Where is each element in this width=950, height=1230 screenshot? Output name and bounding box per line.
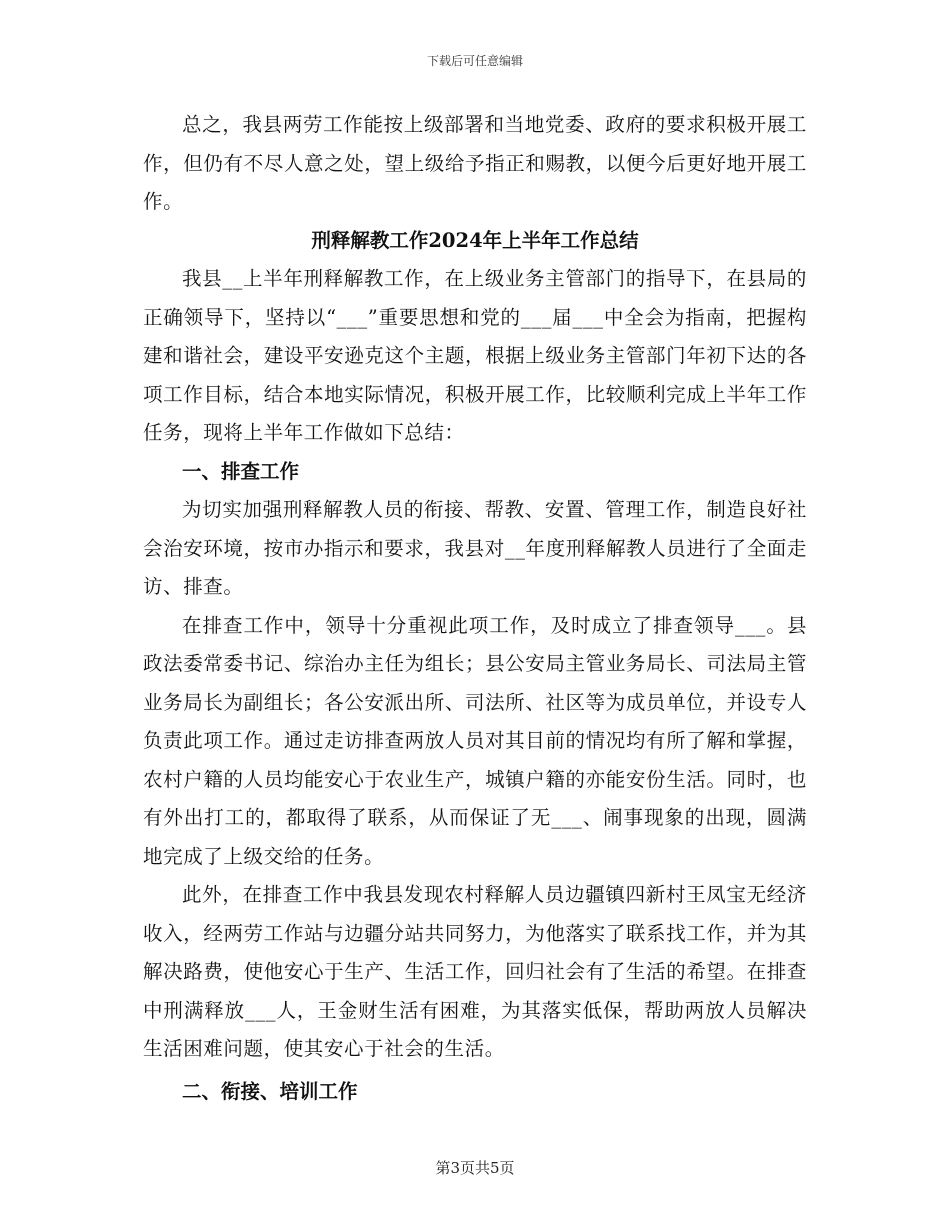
document-body bbox=[143, 106, 807, 1111]
document-title: 刑释解教工作2024年上半年工作总结 bbox=[311, 228, 639, 252]
page-header-note: 下载后可任意编辑 bbox=[426, 54, 523, 68]
section-heading-training: 二、衔接、培训工作 bbox=[182, 1079, 358, 1103]
section-heading-screening: 一、排查工作 bbox=[182, 459, 300, 483]
page-number: 第3页共5页 bbox=[435, 1159, 515, 1177]
intro-paragraph: 总之，我县两劳工作能按上级部署和当地党委、政府的要求积极开展工作，但仍有不尽人意之处，望上级给予指正和赐教，以便今后更好地开展工作。 bbox=[143, 113, 807, 213]
screening-paragraph-3: 此外，在排查工作中我县发现农村释解人员边疆镇四新村王凤宝无经济收入，经两劳工作站与边疆分站共同努力，为他落实了联系找工作，并为其解决路费，使他安心于生产、生活工作，回归社会有了生活的希望。在排查中刑满释放___人，王金财生活有困难，为其落实低保，帮助两放人员解决生活困难问题，使其安心于社会的生活。 bbox=[143, 883, 807, 1060]
opening-paragraph: 我县__上半年刑释解教工作，在上级业务主管部门的指导下，在县局的正确领导下，坚持以“___”重要思想和党的___届___中全会为指南，把握构建和谐社会，建设平安逊克这个主题，根据上级业务主管部门年初下达的各项工作目标，结合本地实际情况，积极开展工作，比较顺利完成上半年工作任务，现将上半年工作做如下总结： bbox=[143, 267, 807, 444]
screening-paragraph-1: 为切实加强刑释解教人员的衔接、帮教、安置、管理工作，制造良好社会治安环境，按市办指示和要求，我县对__年度刑释解教人员进行了全面走访、排查。 bbox=[143, 498, 807, 598]
screening-paragraph-2: 在排查工作中，领导十分重视此项工作，及时成立了排查领导___。县政法委常委书记、综治办主任为组长；县公安局主管业务局长、司法局主管业务局长为副组长；各公安派出所、司法所、社区等为成员单位，并设专人负责此项工作。通过走访排查两放人员对其目前的情况均有所了解和掌握，农村户籍的人员均能安心于农业生产，城镇户籍的亦能安份生活。同时，也有外出打工的，都取得了联系，从而保证了无___、闹事现象的出现，圆满地完成了上级交给的任务。 bbox=[143, 613, 807, 868]
